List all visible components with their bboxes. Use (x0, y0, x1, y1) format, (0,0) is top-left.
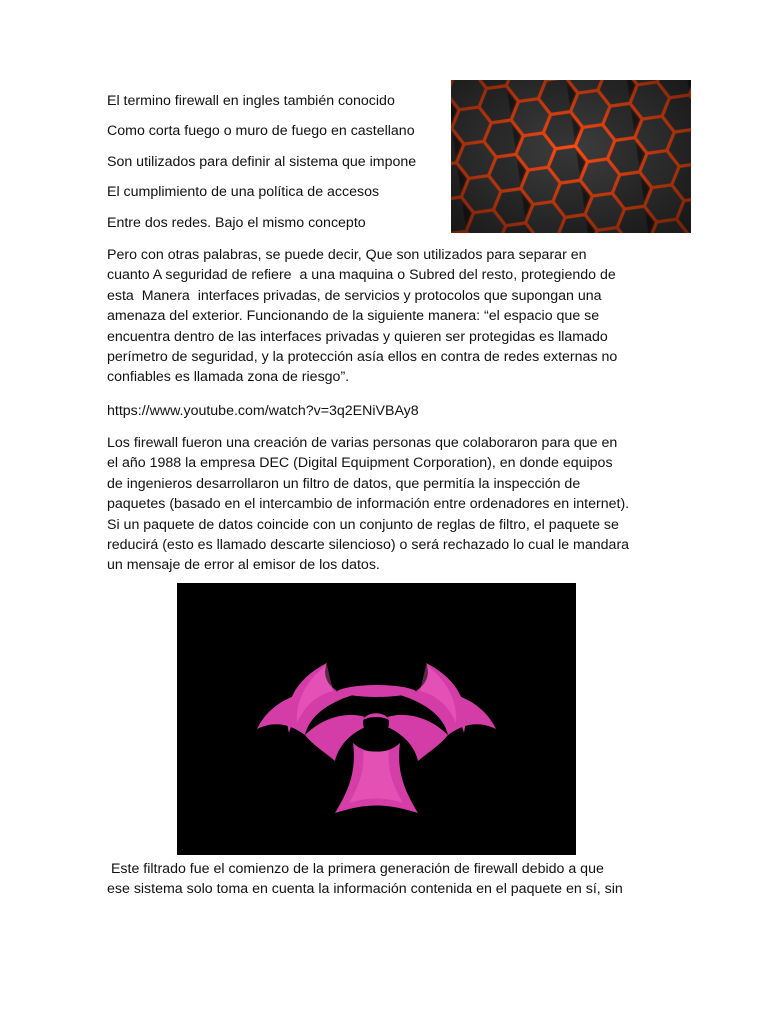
youtube-link[interactable]: https://www.youtube.com/watch?v=3q2ENiVBAy8 (107, 403, 419, 419)
paragraph3-line: ese sistema solo toma en cuenta la información contenida en el paquete en sí, sin (107, 881, 623, 898)
paragraph2-line: paquetes (basado en el intercambio de información entre ordenadores en internet). (107, 496, 630, 513)
paragraph2-line: Los firewall fueron una creación de varias personas que colaboraron para que en (107, 435, 618, 451)
paragraph2-line: un mensaje de error al emisor de los datos. (107, 557, 380, 574)
biohazard-symbol-image (177, 583, 576, 855)
paragraph-first-generation (107, 859, 667, 900)
paragraph-firewall-definition (107, 245, 667, 388)
intro-line-4: El cumplimiento de una política de accesos (107, 184, 380, 200)
paragraph2-line: reducirá (esto es llamado descarte silencioso) o será rechazado lo cual le mandara (107, 537, 630, 554)
intro-line-3: Son utilizados para definir al sistema que impone (107, 154, 417, 170)
paragraph1-line: confiables es llamada zona de riesgo”. (107, 369, 350, 386)
paragraph1-line: esta Manera interfaces privadas, de servicios y protocolos que supongan una (107, 287, 602, 304)
paragraph1-line: perímetro de seguridad, y la protección asía ellos en contra de redes externas no (107, 349, 618, 366)
paragraph1-line: Pero con otras palabras, se puede decir, Que son utilizados para separar en (107, 247, 587, 263)
glowing-hexagon-grid-image (451, 80, 691, 233)
paragraph1-line: cuanto A seguridad de refiere a una maquina o Subred del resto, protegiendo de (107, 267, 616, 284)
paragraph2-line: de ingenieros desarrollaron un filtro de datos, que permitía la inspección de (107, 475, 581, 492)
paragraph2-line: el año 1988 la empresa DEC (Digital Equipment Corporation), en donde equipos (107, 455, 613, 472)
paragraph1-line: encuentra dentro de las interfaces privadas y quieren ser protegidas es llamado (107, 328, 608, 345)
paragraph-firewall-history (107, 433, 667, 576)
paragraph3-line: Este filtrado fue el comienzo de la primera generación de firewall debido a que (107, 861, 604, 877)
paragraph1-line: amenaza del exterior. Funcionando de la siguiente manera: “el espacio que se (107, 308, 600, 325)
intro-line-1: El termino firewall en ingles también conocido (107, 93, 395, 109)
intro-line-5: Entre dos redes. Bajo el mismo concepto (107, 215, 366, 231)
intro-line-2: Como corta fuego o muro de fuego en castellano (107, 123, 415, 139)
paragraph2-line: Si un paquete de datos coincide con un conjunto de reglas de filtro, el paquete se (107, 516, 619, 533)
